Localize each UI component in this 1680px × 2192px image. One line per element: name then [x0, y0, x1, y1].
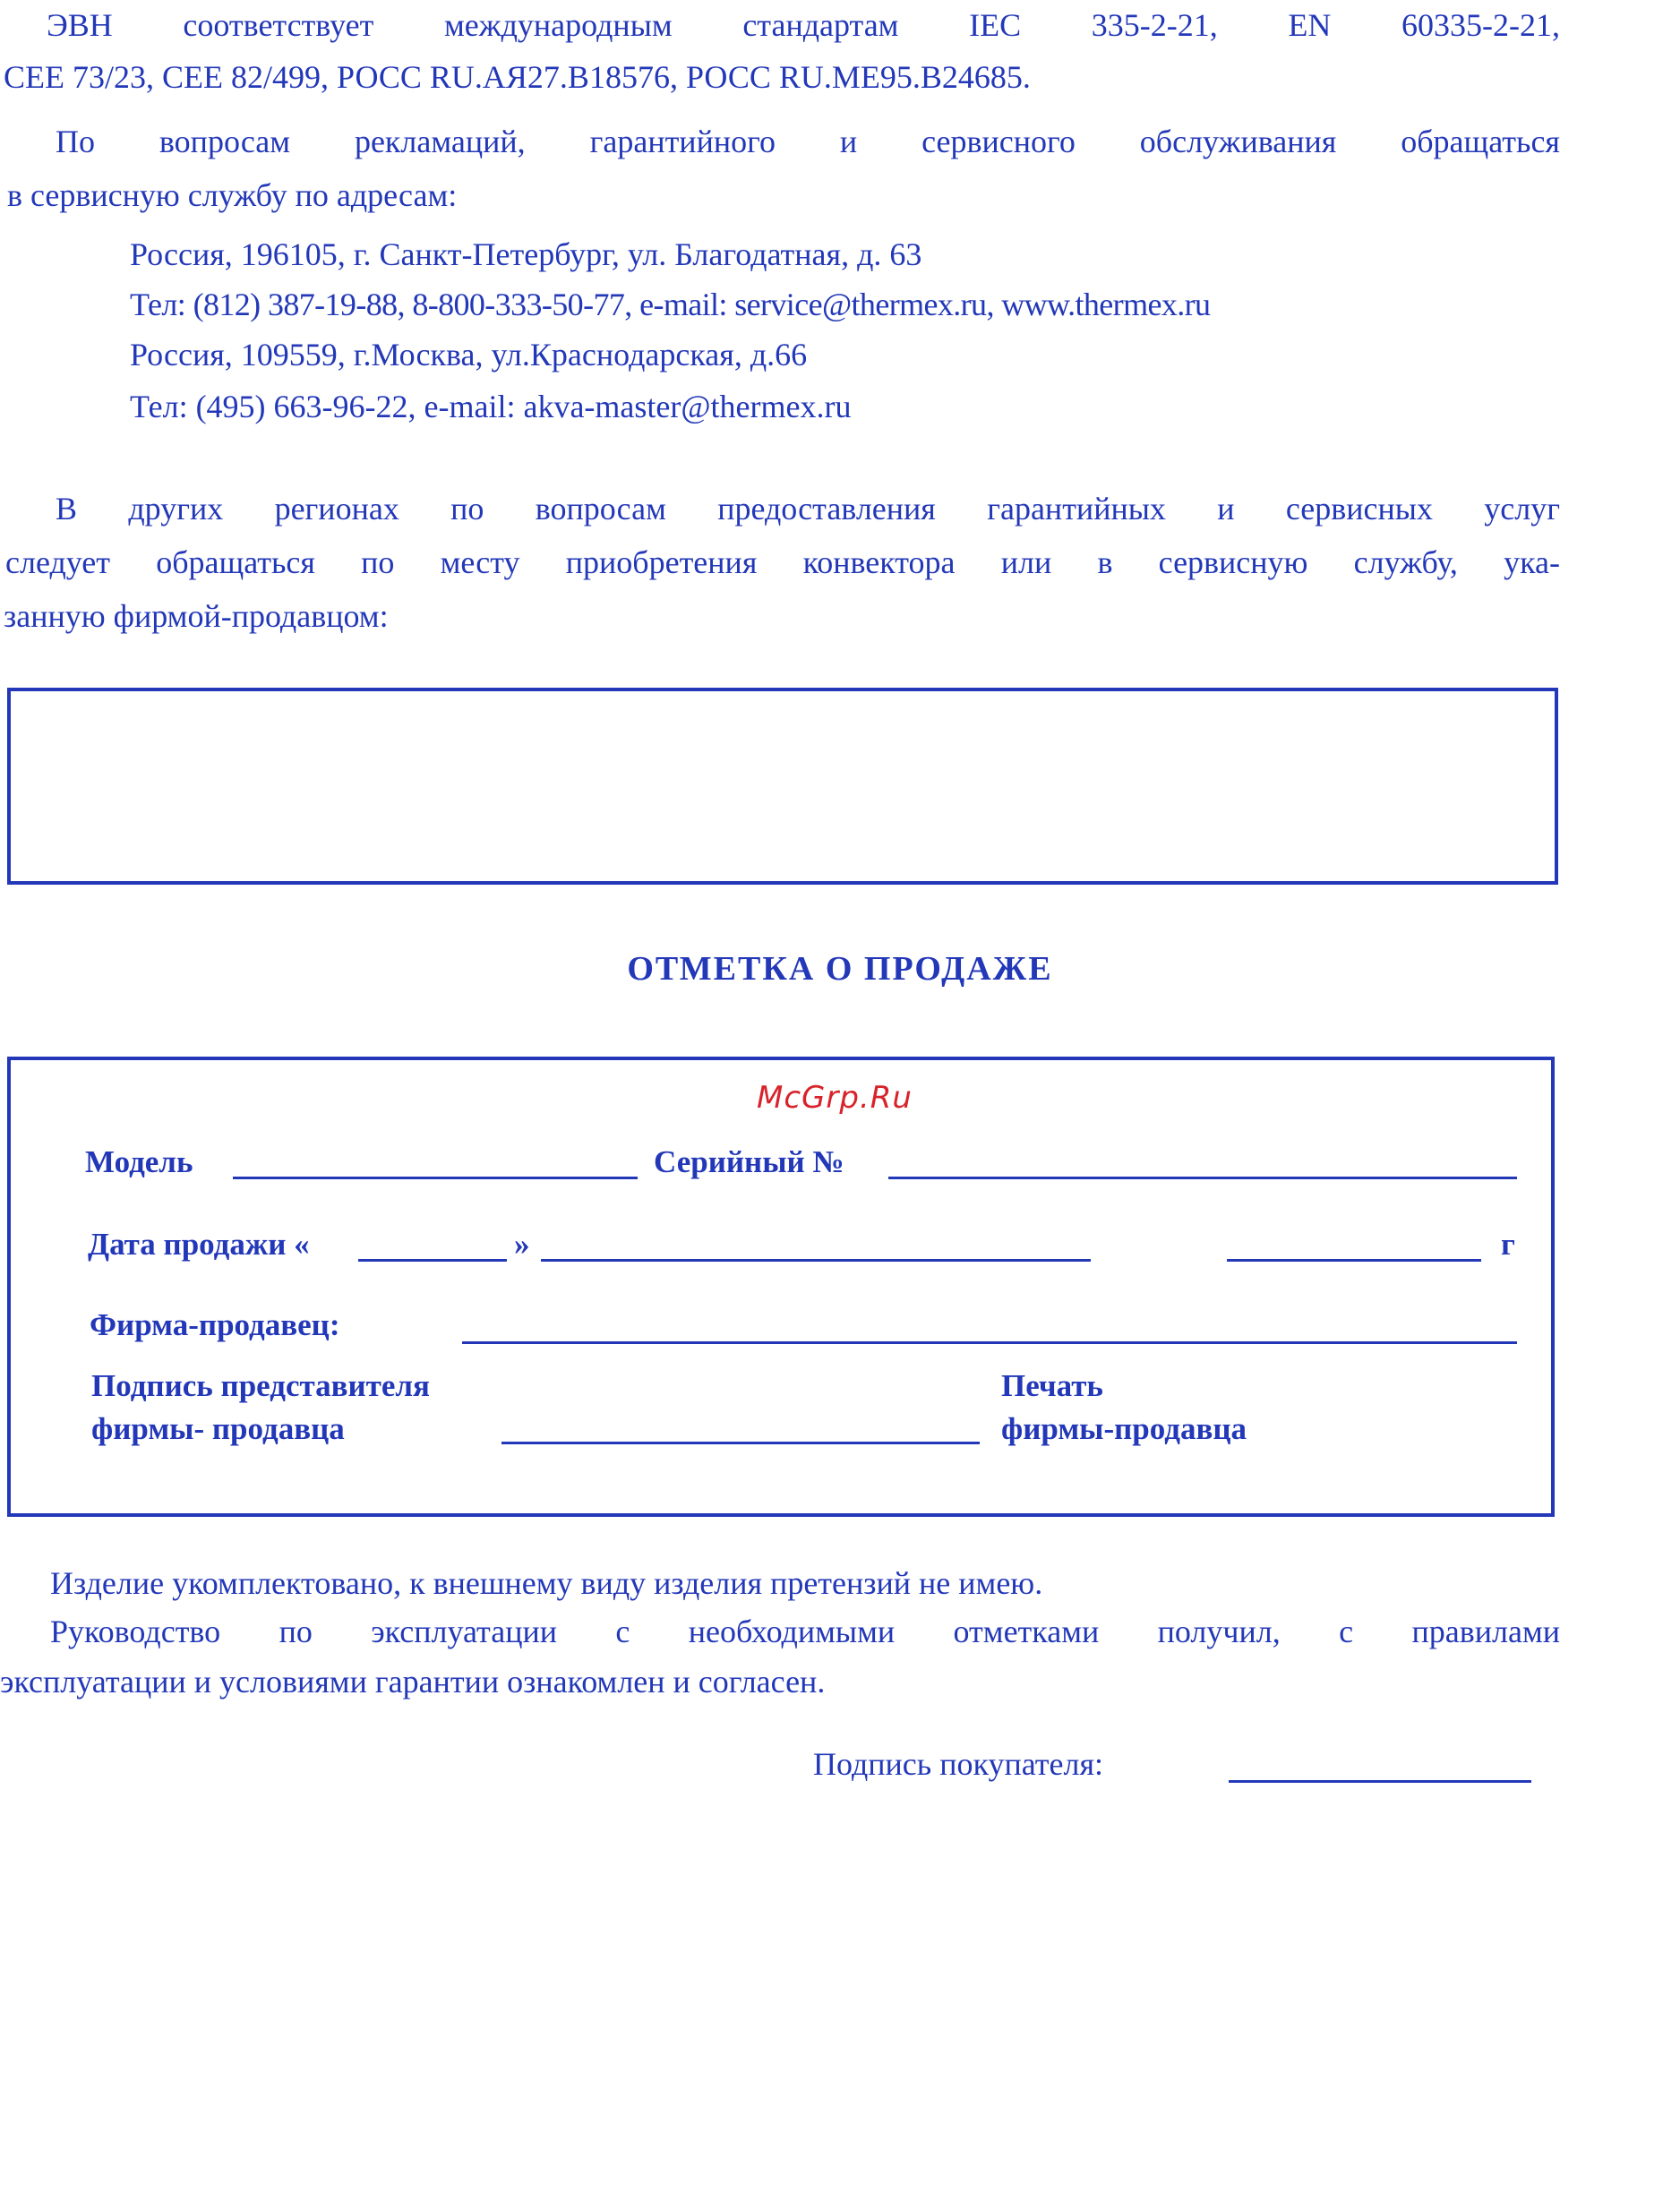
stamp-label-2: фирмы-продавца: [1001, 1411, 1247, 1446]
model-field[interactable]: [233, 1177, 638, 1179]
model-label: Модель: [85, 1144, 193, 1179]
signature-label-2: фирмы- продавца: [91, 1411, 345, 1446]
year-suffix: г: [1501, 1227, 1515, 1262]
other-regions-line-2: следует обращаться по месту приобретения конвектора или в сервисную службу, ука-: [5, 544, 1560, 580]
phone-moscow: Тел: (495) 663-96-22, e-mail: akva-master@thermex.ru: [130, 389, 852, 424]
buyer-signature-field[interactable]: [1229, 1780, 1531, 1783]
sale-section-title: ОТМЕТКА О ПРОДАЖЕ: [627, 950, 1053, 988]
acknowledgement-line-2: Руководство по эксплуатации с необходимыми отметками получил, с правилами: [50, 1614, 1560, 1649]
sale-date-close: »: [514, 1227, 530, 1262]
sale-year-field[interactable]: [1227, 1259, 1481, 1262]
serial-field[interactable]: [888, 1177, 1517, 1179]
buyer-signature-label: Подпись покупателя:: [813, 1746, 1103, 1782]
service-intro-line-1: По вопросам рекламаций, гарантийного и сервисного обслуживания обращаться: [56, 124, 1560, 159]
acknowledgement-line-1: Изделие укомплектовано, к внешнему виду изделия претензий не имею.: [50, 1565, 1043, 1601]
sale-month-field[interactable]: [541, 1259, 1091, 1262]
acknowledgement-line-3: эксплуатации и условиями гарантии ознакомлен и согласен.: [0, 1664, 826, 1700]
seller-field[interactable]: [462, 1341, 1517, 1344]
other-regions-line-3: занную фирмой-продавцом:: [4, 598, 389, 634]
compliance-line-2: CEE 73/23, CEE 82/499, РОСС RU.АЯ27.В18576, РОСС RU.МЕ95.В24685.: [4, 59, 1031, 95]
address-spb: Россия, 196105, г. Санкт-Петербург, ул. Благодатная, д. 63: [130, 236, 922, 272]
address-moscow: Россия, 109559, г.Москва, ул.Краснодарская, д.66: [130, 337, 808, 372]
service-intro-line-2: в сервисную службу по адресам:: [7, 177, 458, 213]
service-address-box: [7, 688, 1558, 885]
sale-date-label: Дата продажи «: [88, 1227, 310, 1262]
sale-day-field[interactable]: [358, 1259, 507, 1262]
other-regions-line-1: В других регионах по вопросам предоставления гарантийных и сервисных услуг: [56, 491, 1560, 527]
seller-label: Фирма-продавец:: [90, 1307, 340, 1342]
compliance-line-1: ЭВН соответствует международным стандартам IEC 335-2-21, EN 60335-2-21,: [47, 7, 1560, 43]
phone-spb: Тел: (812) 387-19-88, 8-800-333-50-77, e-mail: service@thermex.ru, www.thermex.ru: [130, 287, 1211, 322]
watermark-text: McGrp.Ru: [757, 1080, 913, 1116]
seller-signature-field[interactable]: [501, 1442, 980, 1444]
stamp-label-1: Печать: [1001, 1368, 1103, 1403]
serial-label: Серийный №: [654, 1144, 844, 1179]
signature-label-1: Подпись представителя: [91, 1368, 430, 1403]
